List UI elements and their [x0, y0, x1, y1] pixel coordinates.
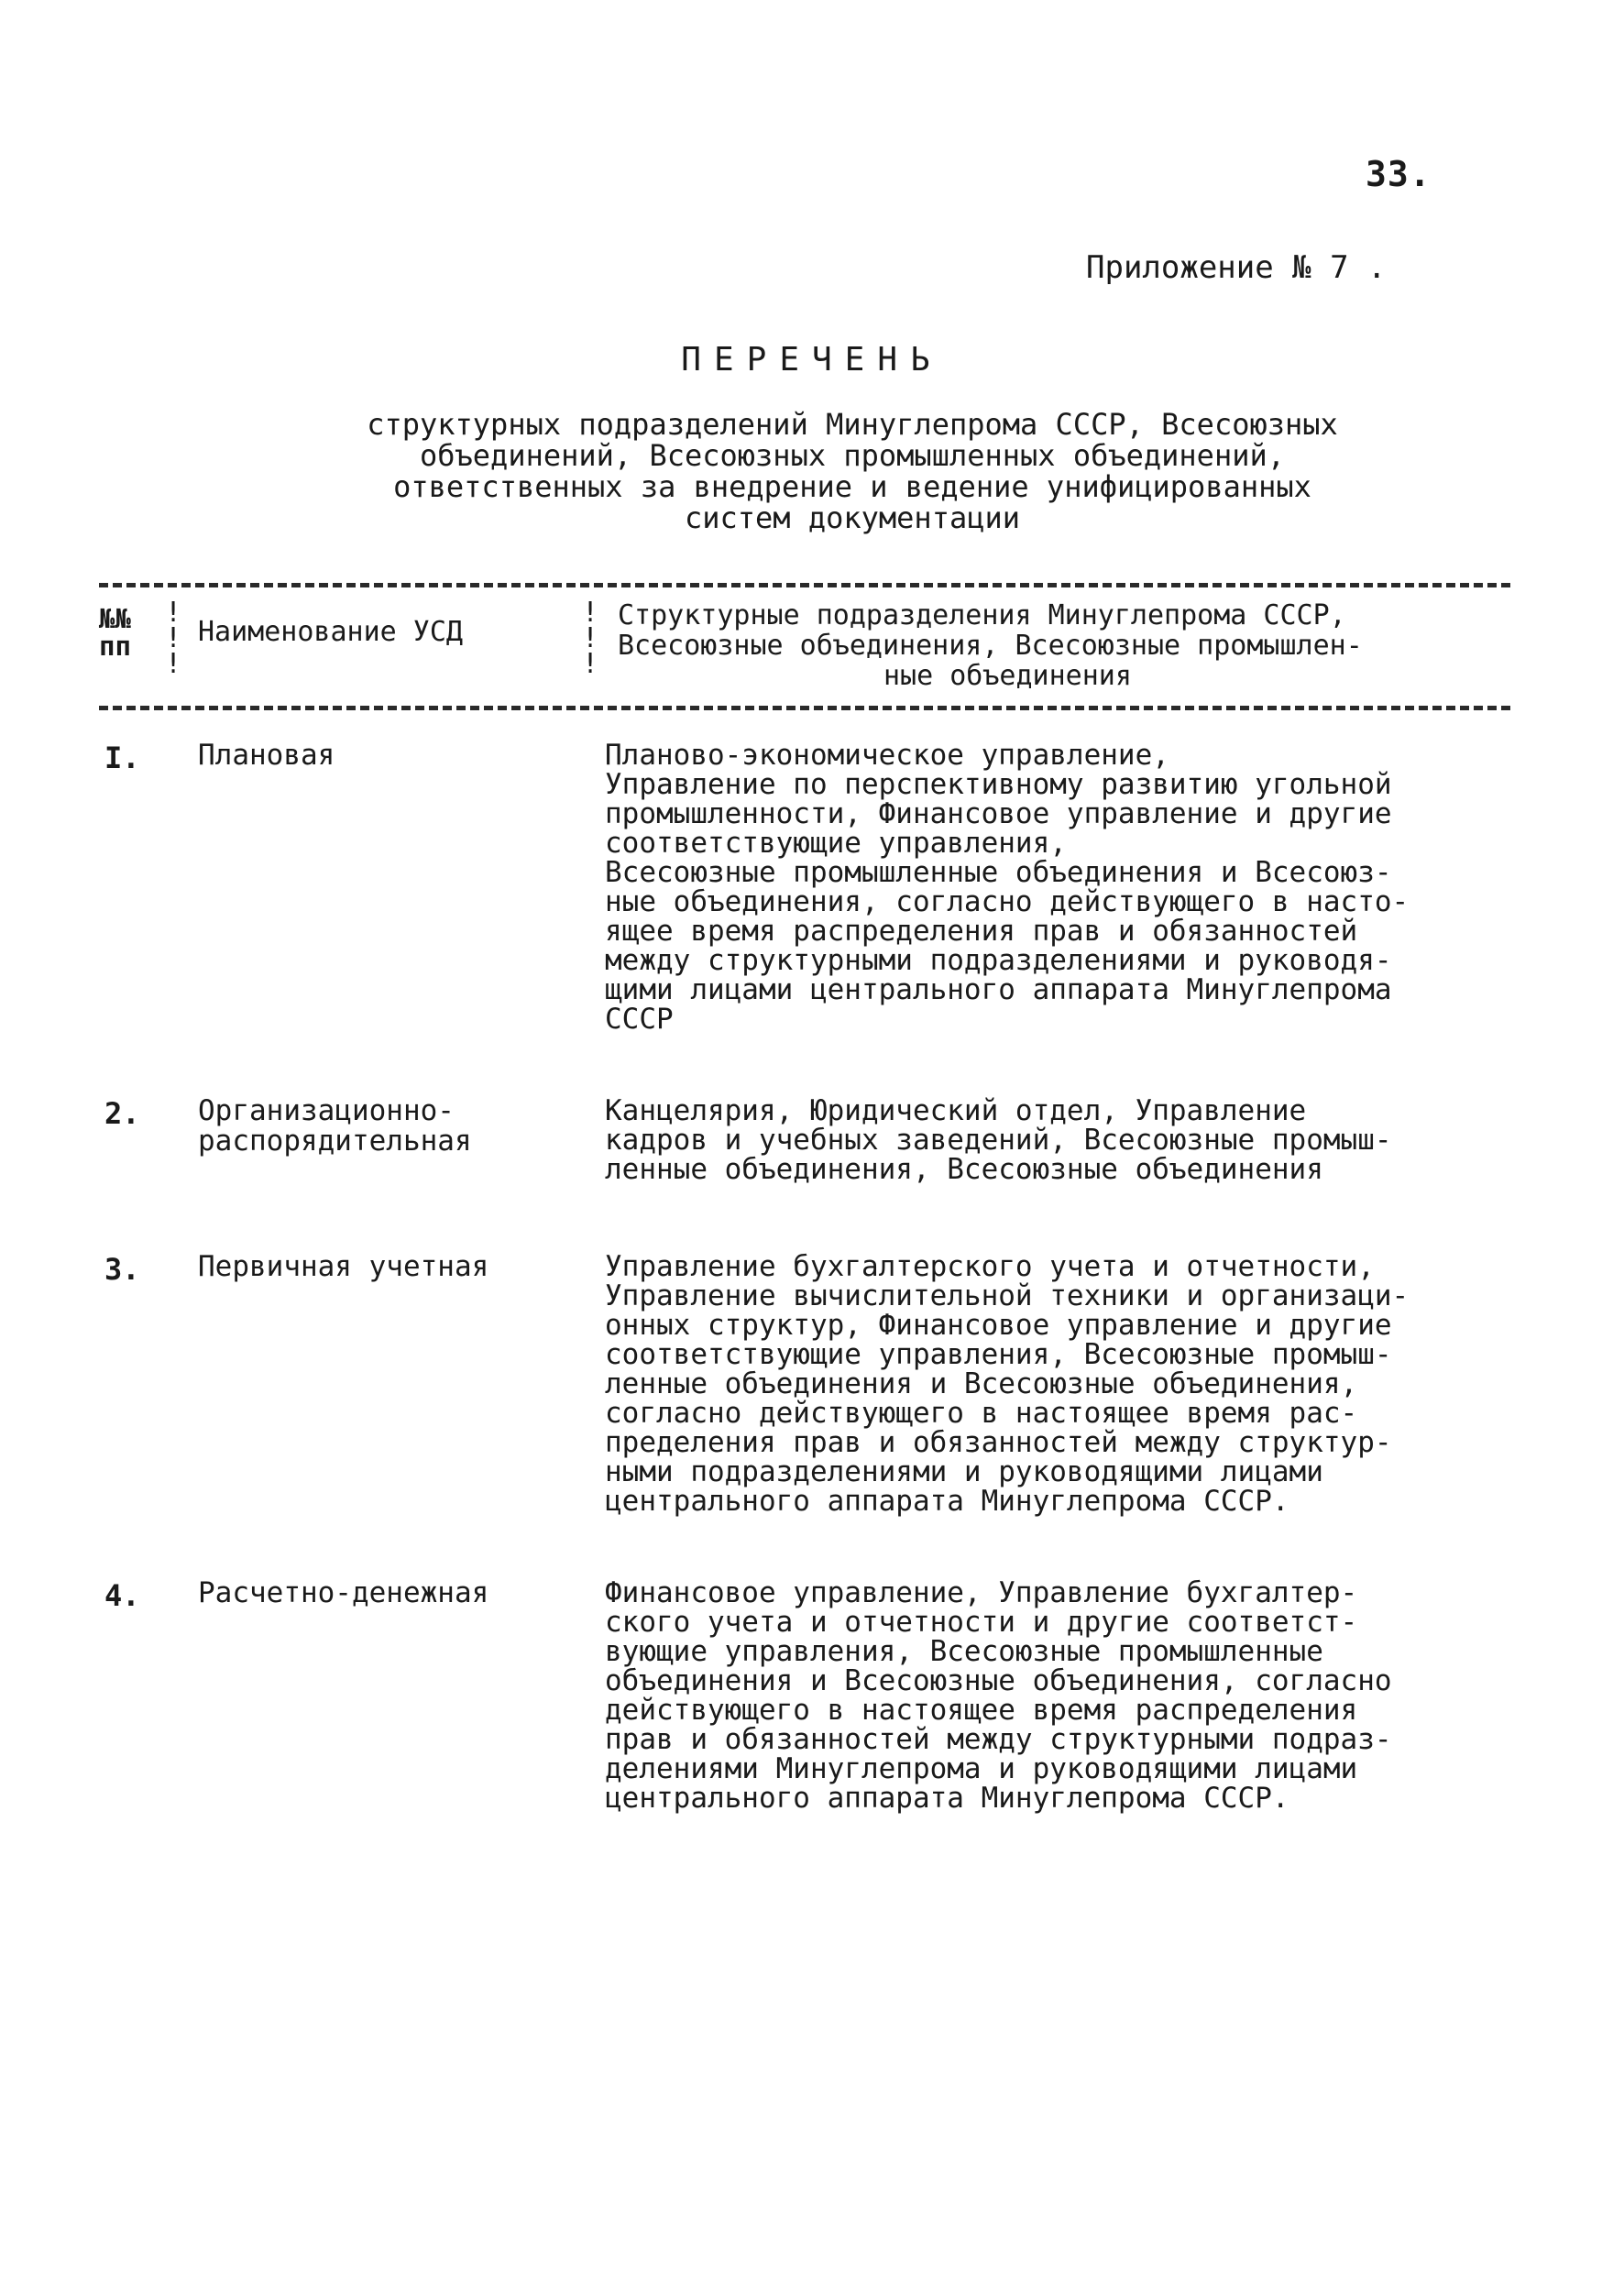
row-name-line: Первичная учетная	[198, 1250, 489, 1283]
row-description-line: Управление по перспективному развитию угольной	[605, 768, 1392, 801]
row-number: 2.	[104, 1096, 140, 1131]
row-name	[198, 741, 583, 771]
subtitle-line: структурных подразделений Минуглепрома СССР, Всесоюзных	[367, 407, 1338, 442]
header-structure-line: ные объединения	[883, 660, 1132, 692]
row-description-line: действующего в настоящее время распределения	[605, 1694, 1358, 1727]
row-name-line: Плановая	[198, 739, 335, 772]
row-description-line: согласно действующего в настоящее время рас-	[605, 1397, 1358, 1430]
row-description-line: ными подразделениями и руководящими лицами	[605, 1455, 1323, 1488]
document-title: ПЕРЕЧЕНЬ	[681, 341, 943, 379]
column-separator: ! ! !	[165, 597, 182, 680]
row-description-line: Планово-экономическое управление,	[605, 739, 1169, 772]
row-description-line: СССР	[605, 1003, 674, 1036]
table-top-rule	[99, 583, 1510, 587]
row-name	[198, 1252, 583, 1282]
row-description-line: Канцелярия, Юридический отдел, Управление	[605, 1094, 1307, 1127]
header-name-column: Наименование УСД	[198, 616, 463, 648]
row-name-line: Расчетно-денежная	[198, 1576, 489, 1609]
header-number-line: №№	[99, 603, 131, 634]
row-description-line: центрального аппарата Минуглепрома СССР.	[605, 1782, 1289, 1815]
row-description	[605, 1096, 1521, 1184]
header-number-line: пп	[99, 631, 131, 662]
subtitle-line: ответственных за внедрение и ведение унифицированных	[393, 469, 1311, 504]
subtitle-line: систем документации	[684, 500, 1021, 535]
row-description-line: ского учета и отчетности и другие соответст-	[605, 1606, 1358, 1639]
row-description-line: объединения и Всесоюзные объединения, согласно	[605, 1664, 1392, 1697]
row-name-line: распорядительная	[198, 1125, 472, 1158]
row-number: I.	[104, 741, 140, 775]
row-description-line: щими лицами центрального аппарата Минуглепрома	[605, 973, 1392, 1006]
row-description	[605, 1578, 1521, 1813]
row-description-line: кадров и учебных заведений, Всесоюзные промыш-	[605, 1124, 1392, 1157]
row-description-line: Финансовое управление, Управление бухгалтер-	[605, 1576, 1358, 1609]
row-description-line: делениями Минуглепрома и руководящими лицами	[605, 1752, 1358, 1785]
row-description-line: пределения прав и обязанностей между структур-	[605, 1426, 1392, 1459]
row-description-line: Всесоюзные промышленные объединения и Всесоюз-	[605, 856, 1392, 889]
subtitle-line: объединений, Всесоюзных промышленных объединений,	[419, 438, 1285, 473]
header-structure-line: Структурные подразделения Минуглепрома СССР,	[618, 599, 1346, 631]
row-description	[605, 741, 1521, 1034]
page-number: 33.	[1366, 154, 1432, 194]
row-name	[198, 1096, 583, 1157]
row-description-line: соответствующие управления,	[605, 827, 1067, 860]
row-description-line: ные объединения, согласно действующего в насто-	[605, 885, 1410, 918]
row-description-line: вующие управления, Всесоюзные промышленные	[605, 1635, 1323, 1668]
row-number: 3.	[104, 1252, 140, 1287]
row-description-line: ящее время распределения прав и обязанностей	[605, 915, 1358, 948]
row-name-line: Организационно-	[198, 1094, 455, 1127]
header-structure-column	[618, 600, 1498, 691]
header-structure-line: Всесоюзные объединения, Всесоюзные промышлен-	[618, 630, 1363, 662]
column-separator: ! ! !	[582, 597, 599, 680]
row-description-line: центрального аппарата Минуглепрома СССР.	[605, 1485, 1289, 1518]
row-description-line: соответствующие управления, Всесоюзные промыш-	[605, 1338, 1392, 1371]
header-number-column	[99, 605, 154, 660]
row-description-line: онных структур, Финансовое управление и другие	[605, 1309, 1392, 1342]
row-description-line: промышленности, Финансовое управление и другие	[605, 797, 1392, 830]
row-number: 4.	[104, 1578, 140, 1613]
row-description-line: Управление вычислительной техники и организаци-	[605, 1279, 1410, 1312]
row-description-line: Управление бухгалтерского учета и отчетности,	[605, 1250, 1375, 1283]
row-description-line: между структурными подразделениями и руководя-	[605, 944, 1392, 977]
row-description-line: ленные объединения и Всесоюзные объединения,	[605, 1367, 1358, 1400]
row-description-line: прав и обязанностей между структурными подраз-	[605, 1723, 1392, 1756]
appendix-label: Приложение № 7 .	[1086, 249, 1387, 286]
row-name	[198, 1578, 583, 1608]
document-subtitle	[312, 409, 1393, 533]
table-header-rule	[99, 706, 1510, 710]
row-description-line: ленные объединения, Всесоюзные объединения	[605, 1153, 1323, 1186]
row-description	[605, 1252, 1521, 1516]
